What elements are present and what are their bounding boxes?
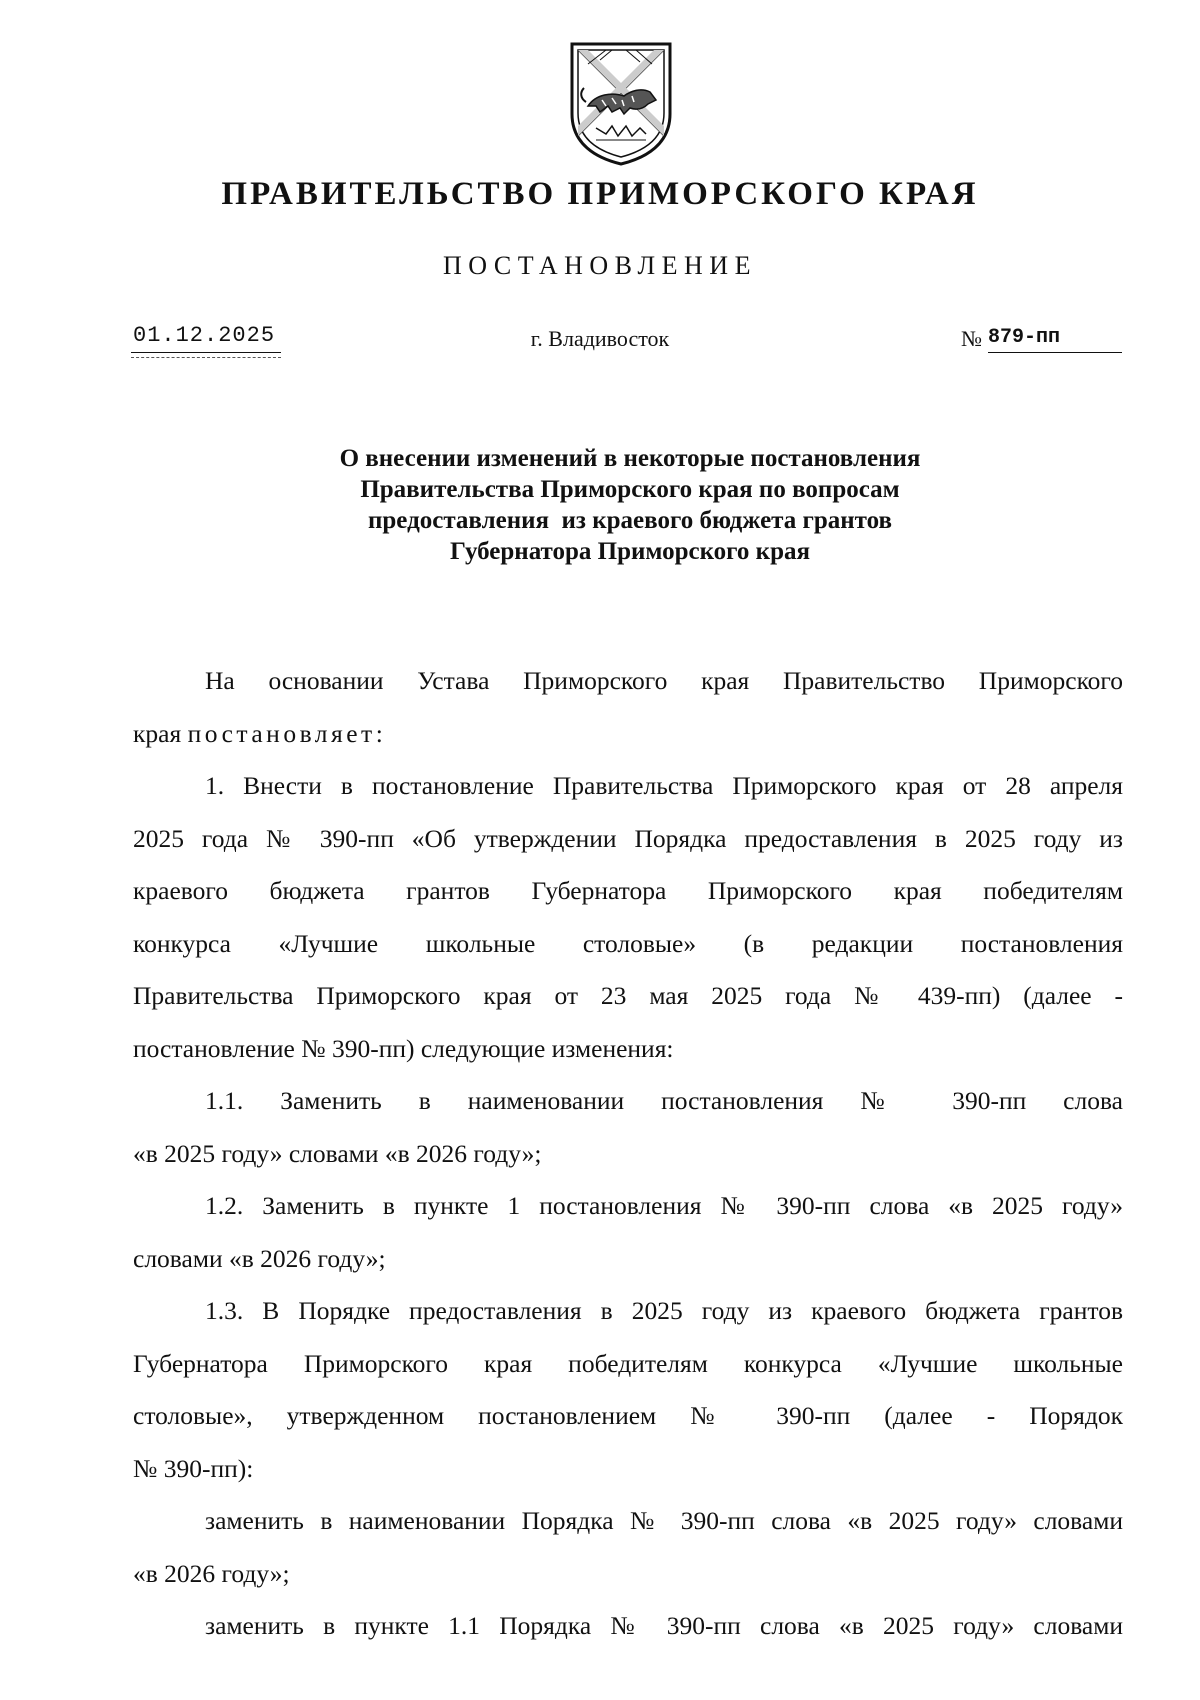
date-underline-dashed <box>131 357 281 358</box>
body-line: заменить в пункте 1.1 Порядка № 390-пп слова «в 2025 году» словами <box>205 1611 1123 1640</box>
preamble-end: края <box>133 718 188 748</box>
body-line: постановление № 390-пп) следующие изменения: <box>133 1033 674 1063</box>
body-line: столовые», утвержденном постановлением № 390-пп (далее - Порядок <box>133 1401 1123 1430</box>
body-line: краевого бюджета грантов Губернатора Приморского края победителям <box>133 876 1123 905</box>
document-type: ПОСТАНОВЛЕНИЕ <box>443 251 757 280</box>
body-line: «в 2026 году»; <box>133 1558 290 1588</box>
preamble-verb: постановляет: <box>187 718 387 748</box>
body-line: 1. Внести в постановление Правительства Приморского края от 28 апреля <box>205 771 1123 800</box>
document-date: 01.12.2025 <box>133 323 276 348</box>
number-sign: № <box>961 326 982 351</box>
body-line: 1.1. Заменить в наименовании постановления № 390-пп слова <box>205 1086 1123 1115</box>
body-line: 1.3. В Порядке предоставления в 2025 году из краевого бюджета грантов <box>205 1296 1123 1325</box>
document-number: 879-пп <box>988 326 1061 349</box>
document-body <box>133 655 1123 1653</box>
body-line: «в 2025 году» словами «в 2026 году»; <box>133 1138 542 1168</box>
subject-line: О внесении изменений в некоторые постановления <box>339 445 921 472</box>
body-line: Губернатора Приморского края победителям конкурса «Лучшие школьные <box>133 1348 1123 1378</box>
document-subject <box>0 443 1200 567</box>
subject-line: Правительства Приморского края по вопросам <box>360 476 900 503</box>
body-line: заменить в наименовании Порядка № 390-пп слова «в 2025 году» словами <box>205 1506 1123 1535</box>
number-underline <box>988 352 1122 353</box>
body-line: конкурса «Лучшие школьные столовые» (в редакции постановления <box>133 928 1123 958</box>
subject-line: предоставления из краевого бюджета грантов <box>368 507 892 534</box>
body-line: 1.2. Заменить в пункте 1 постановления № 390-пп слова «в 2025 году» <box>205 1191 1123 1220</box>
body-line: Правительства Приморского края от 23 мая 2025 года № 439-пп) (далее - <box>133 981 1123 1010</box>
body-line: На основании Устава Приморского края Правительство Приморского <box>205 666 1123 695</box>
document-city: г. Владивосток <box>530 326 670 351</box>
body-line: № 390-пп): <box>133 1453 254 1483</box>
body-line: словами «в 2026 году»; <box>133 1243 386 1273</box>
government-title: ПРАВИТЕЛЬСТВО ПРИМОРСКОГО КРАЯ <box>221 176 979 212</box>
primorsky-krai-coat-of-arms-icon <box>566 40 676 166</box>
body-line <box>133 708 1123 761</box>
body-line: 2025 года № 390-пп «Об утверждении Порядка предоставления в 2025 году из <box>133 823 1123 853</box>
subject-line: Губернатора Приморского края <box>450 538 810 565</box>
